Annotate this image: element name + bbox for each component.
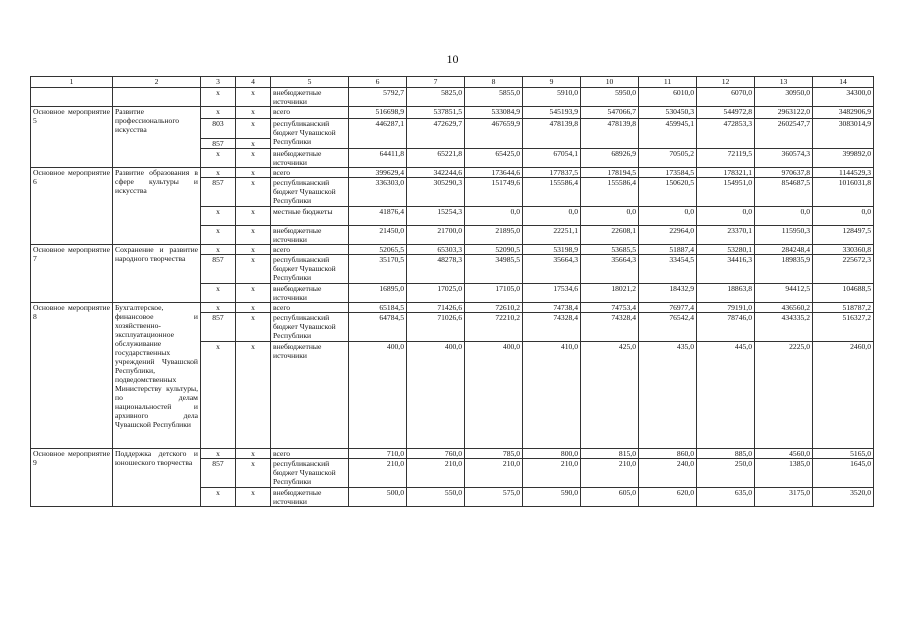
amount-cell: 22608,1 (581, 226, 639, 245)
amount-cell: 445,0 (697, 342, 755, 449)
amount-cell: 210,0 (465, 459, 523, 488)
amount-cell: 22251,1 (523, 226, 581, 245)
amount-cell: 210,0 (407, 459, 465, 488)
measure-title-cell: Поддержка детского и юношеского творчества (113, 449, 201, 507)
amount-cell: 3175,0 (755, 488, 813, 507)
header-cell: 14 (813, 77, 874, 88)
amount-cell: 0,0 (639, 207, 697, 226)
ministry-code-cell: х (201, 303, 236, 313)
amount-cell: 537851,5 (407, 107, 465, 119)
header-cell: 12 (697, 77, 755, 88)
amount-cell: 533084,9 (465, 107, 523, 119)
amount-cell: 178194,5 (581, 168, 639, 178)
amount-cell: 78746,0 (697, 313, 755, 342)
ministry-code-cell: х (201, 342, 236, 449)
amount-cell: 5825,0 (407, 88, 465, 107)
amount-cell: 544972,8 (697, 107, 755, 119)
target-code-cell: х (236, 107, 271, 119)
amount-cell: 4560,0 (755, 449, 813, 459)
amount-cell: 342244,6 (407, 168, 465, 178)
amount-cell: 151749,6 (465, 178, 523, 207)
amount-cell: 17534,6 (523, 284, 581, 303)
amount-cell: 34300,0 (813, 88, 874, 107)
funding-source-cell: всего (271, 168, 349, 178)
amount-cell: 94412,5 (755, 284, 813, 303)
amount-cell: 0,0 (465, 207, 523, 226)
ministry-code-cell: х (201, 88, 236, 107)
amount-cell: 154951,0 (697, 178, 755, 207)
header-cell: 13 (755, 77, 813, 88)
amount-cell: 710,0 (349, 449, 407, 459)
header-cell: 4 (236, 77, 271, 88)
amount-cell: 459945,1 (639, 119, 697, 149)
amount-cell: 64411,8 (349, 149, 407, 168)
amount-cell: 399629,4 (349, 168, 407, 178)
amount-cell: 635,0 (697, 488, 755, 507)
amount-cell: 305290,3 (407, 178, 465, 207)
ministry-code-cell: х (201, 149, 236, 168)
measure-name-cell: Основное мероприятие 8 (31, 303, 113, 449)
amount-cell: 400,0 (349, 342, 407, 449)
amount-cell: 6010,0 (639, 88, 697, 107)
amount-cell: 34985,5 (465, 255, 523, 284)
amount-cell: 400,0 (465, 342, 523, 449)
funding-source-cell: внебюджетные источники (271, 488, 349, 507)
amount-cell: 472853,3 (697, 119, 755, 149)
amount-cell: 472629,7 (407, 119, 465, 149)
amount-cell: 5950,0 (581, 88, 639, 107)
amount-cell: 0,0 (523, 207, 581, 226)
target-code-cell: х (236, 149, 271, 168)
amount-cell: 173584,5 (639, 168, 697, 178)
amount-cell: 620,0 (639, 488, 697, 507)
amount-cell: 48278,3 (407, 255, 465, 284)
amount-cell: 17105,0 (465, 284, 523, 303)
amount-cell: 478139,8 (523, 119, 581, 149)
funding-source-cell: внебюджетные источники (271, 226, 349, 245)
target-code-cell: х (236, 449, 271, 459)
header-cell: 8 (465, 77, 523, 88)
ministry-code-cell: х (201, 245, 236, 255)
measure-name-cell: Основное мероприятие 5 (31, 107, 113, 168)
amount-cell: 53685,5 (581, 245, 639, 255)
amount-cell: 545193,9 (523, 107, 581, 119)
amount-cell: 21700,0 (407, 226, 465, 245)
amount-cell: 18863,8 (697, 284, 755, 303)
amount-cell: 15254,3 (407, 207, 465, 226)
amount-cell: 64784,5 (349, 313, 407, 342)
amount-cell: 0,0 (581, 207, 639, 226)
target-code-cell: х (236, 342, 271, 449)
funding-source-cell: внебюджетные источники (271, 342, 349, 449)
amount-cell: 2225,0 (755, 342, 813, 449)
table-row (31, 245, 874, 255)
target-code-cell: х (236, 488, 271, 507)
amount-cell: 17025,0 (407, 284, 465, 303)
measure-name-cell: Основное мероприятие 6 (31, 168, 113, 245)
amount-cell: 550,0 (407, 488, 465, 507)
funding-source-cell: всего (271, 303, 349, 313)
amount-cell: 76542,4 (639, 313, 697, 342)
funding-source-cell: внебюджетные источники (271, 88, 349, 107)
ministry-code-cell: х (201, 449, 236, 459)
amount-cell: 33454,5 (639, 255, 697, 284)
amount-cell: 410,0 (523, 342, 581, 449)
amount-cell: 3520,0 (813, 488, 874, 507)
amount-cell: 785,0 (465, 449, 523, 459)
amount-cell: 51887,4 (639, 245, 697, 255)
amount-cell: 518787,2 (813, 303, 874, 313)
amount-cell: 547066,7 (581, 107, 639, 119)
ministry-code-cell: х (201, 284, 236, 303)
target-code-cell: х (236, 313, 271, 342)
header-cell: 11 (639, 77, 697, 88)
amount-cell: 22964,0 (639, 226, 697, 245)
ministry-code-cell: х (201, 226, 236, 245)
amount-cell: 53280,1 (697, 245, 755, 255)
header-cell: 6 (349, 77, 407, 88)
header-cell: 2 (113, 77, 201, 88)
amount-cell: 70505,2 (639, 149, 697, 168)
amount-cell: 79191,0 (697, 303, 755, 313)
amount-cell: 1645,0 (813, 459, 874, 488)
amount-cell: 885,0 (697, 449, 755, 459)
table-row (31, 88, 874, 107)
amount-cell: 21895,0 (465, 226, 523, 245)
table-row (31, 107, 874, 119)
amount-cell: 605,0 (581, 488, 639, 507)
amount-cell: 434335,2 (755, 313, 813, 342)
funding-source-cell: республиканский бюджет Чувашской Республики (271, 119, 349, 149)
header-cell: 5 (271, 77, 349, 88)
amount-cell: 435,0 (639, 342, 697, 449)
ministry-code-cell: 857 (201, 459, 236, 488)
amount-cell: 35170,5 (349, 255, 407, 284)
target-code-cell: х (236, 119, 271, 139)
amount-cell: 516698,9 (349, 107, 407, 119)
amount-cell: 336303,0 (349, 178, 407, 207)
target-code-cell: х (236, 178, 271, 207)
target-code-cell: х (236, 255, 271, 284)
amount-cell: 210,0 (581, 459, 639, 488)
amount-cell: 800,0 (523, 449, 581, 459)
amount-cell: 530450,3 (639, 107, 697, 119)
ministry-code-cell: 857 (201, 255, 236, 284)
table-row (31, 168, 874, 178)
amount-cell: 436560,2 (755, 303, 813, 313)
measure-name-cell (31, 88, 113, 107)
amount-cell: 16895,0 (349, 284, 407, 303)
target-code-cell: х (236, 459, 271, 488)
amount-cell: 41876,4 (349, 207, 407, 226)
amount-cell: 18021,2 (581, 284, 639, 303)
funding-source-cell: внебюджетные источники (271, 149, 349, 168)
target-code-cell: х (236, 139, 271, 149)
header-cell: 10 (581, 77, 639, 88)
amount-cell: 3482906,9 (813, 107, 874, 119)
amount-cell: 177837,5 (523, 168, 581, 178)
header-cell: 1 (31, 77, 113, 88)
amount-cell: 478139,8 (581, 119, 639, 149)
amount-cell: 225672,3 (813, 255, 874, 284)
target-code-cell: х (236, 245, 271, 255)
amount-cell: 5165,0 (813, 449, 874, 459)
amount-cell: 104688,5 (813, 284, 874, 303)
amount-cell: 575,0 (465, 488, 523, 507)
funding-source-cell: всего (271, 449, 349, 459)
ministry-code-cell: х (201, 488, 236, 507)
amount-cell: 74328,4 (523, 313, 581, 342)
ministry-code-cell: 803 (201, 119, 236, 139)
amount-cell: 210,0 (523, 459, 581, 488)
amount-cell: 467659,9 (465, 119, 523, 149)
amount-cell: 1385,0 (755, 459, 813, 488)
amount-cell: 250,0 (697, 459, 755, 488)
funding-source-cell: республиканский бюджет Чувашской Республики (271, 178, 349, 207)
funding-source-cell: республиканский бюджет Чувашской Республики (271, 459, 349, 488)
target-code-cell: х (236, 207, 271, 226)
amount-cell: 53198,9 (523, 245, 581, 255)
table-row (31, 449, 874, 459)
amount-cell: 65425,0 (465, 149, 523, 168)
funding-source-cell: всего (271, 245, 349, 255)
amount-cell: 115950,3 (755, 226, 813, 245)
measure-title-cell: Сохранение и развитие народного творчества (113, 245, 201, 303)
header-cell: 9 (523, 77, 581, 88)
amount-cell: 72119,5 (697, 149, 755, 168)
funding-source-cell: всего (271, 107, 349, 119)
measure-title-cell: Бухгалтерское, финансовое и хозяйственно-эксплуатационное обслуживание государственных учреждений Чувашской Республики, подведомственных Министерству культуры, по делам национальностей и архивного дела Чувашской Республики (113, 303, 201, 449)
amount-cell: 240,0 (639, 459, 697, 488)
amount-cell: 400,0 (407, 342, 465, 449)
amount-cell: 68926,9 (581, 149, 639, 168)
page-number: 10 (446, 52, 459, 66)
measure-name-cell: Основное мероприятие 9 (31, 449, 113, 507)
amount-cell: 23370,1 (697, 226, 755, 245)
amount-cell: 67054,1 (523, 149, 581, 168)
amount-cell: 178321,1 (697, 168, 755, 178)
table-row (31, 303, 874, 313)
amount-cell: 854687,5 (755, 178, 813, 207)
amount-cell: 6070,0 (697, 88, 755, 107)
ministry-code-cell: 857 (201, 139, 236, 149)
amount-cell: 52065,5 (349, 245, 407, 255)
amount-cell: 0,0 (813, 207, 874, 226)
amount-cell: 30950,0 (755, 88, 813, 107)
amount-cell: 18432,9 (639, 284, 697, 303)
amount-cell: 0,0 (697, 207, 755, 226)
amount-cell: 3083014,9 (813, 119, 874, 149)
amount-cell: 128497,5 (813, 226, 874, 245)
amount-cell: 760,0 (407, 449, 465, 459)
funding-source-cell: внебюджетные источники (271, 284, 349, 303)
measure-title-cell: Развитие профессионального искусства (113, 107, 201, 168)
amount-cell: 74328,4 (581, 313, 639, 342)
target-code-cell: х (236, 226, 271, 245)
amount-cell: 5910,0 (523, 88, 581, 107)
funding-source-cell: местные бюджеты (271, 207, 349, 226)
amount-cell: 210,0 (349, 459, 407, 488)
header-cell: 3 (201, 77, 236, 88)
amount-cell: 815,0 (581, 449, 639, 459)
amount-cell: 74738,4 (523, 303, 581, 313)
ministry-code-cell: 857 (201, 178, 236, 207)
amount-cell: 5855,0 (465, 88, 523, 107)
target-code-cell: х (236, 168, 271, 178)
amount-cell: 155586,4 (581, 178, 639, 207)
amount-cell: 65303,3 (407, 245, 465, 255)
funding-source-cell: республиканский бюджет Чувашской Республики (271, 255, 349, 284)
funding-source-cell: республиканский бюджет Чувашской Республики (271, 313, 349, 342)
measure-title-cell: Развитие образования в сфере культуры и искусства (113, 168, 201, 245)
amount-cell: 35664,3 (581, 255, 639, 284)
amount-cell: 155586,4 (523, 178, 581, 207)
amount-cell: 860,0 (639, 449, 697, 459)
amount-cell: 590,0 (523, 488, 581, 507)
amount-cell: 34416,3 (697, 255, 755, 284)
amount-cell: 500,0 (349, 488, 407, 507)
header-row (31, 77, 874, 88)
ministry-code-cell: х (201, 207, 236, 226)
amount-cell: 21450,0 (349, 226, 407, 245)
amount-cell: 284248,4 (755, 245, 813, 255)
amount-cell: 5792,7 (349, 88, 407, 107)
amount-cell: 189835,9 (755, 255, 813, 284)
amount-cell: 150620,5 (639, 178, 697, 207)
target-code-cell: х (236, 303, 271, 313)
header-cell: 7 (407, 77, 465, 88)
amount-cell: 399892,0 (813, 149, 874, 168)
target-code-cell: х (236, 284, 271, 303)
amount-cell: 35664,3 (523, 255, 581, 284)
amount-cell: 0,0 (755, 207, 813, 226)
amount-cell: 2602547,7 (755, 119, 813, 149)
amount-cell: 72210,2 (465, 313, 523, 342)
ministry-code-cell: х (201, 168, 236, 178)
amount-cell: 52090,5 (465, 245, 523, 255)
amount-cell: 516327,2 (813, 313, 874, 342)
amount-cell: 72610,2 (465, 303, 523, 313)
amount-cell: 2963122,0 (755, 107, 813, 119)
budget-table (30, 76, 874, 507)
amount-cell: 1016031,8 (813, 178, 874, 207)
amount-cell: 71026,6 (407, 313, 465, 342)
amount-cell: 74753,4 (581, 303, 639, 313)
amount-cell: 71426,6 (407, 303, 465, 313)
amount-cell: 65184,5 (349, 303, 407, 313)
amount-cell: 446287,1 (349, 119, 407, 149)
amount-cell: 76977,4 (639, 303, 697, 313)
amount-cell: 65221,8 (407, 149, 465, 168)
amount-cell: 330360,8 (813, 245, 874, 255)
ministry-code-cell: 857 (201, 313, 236, 342)
amount-cell: 1144529,3 (813, 168, 874, 178)
amount-cell: 173644,6 (465, 168, 523, 178)
amount-cell: 970637,8 (755, 168, 813, 178)
target-code-cell: х (236, 88, 271, 107)
ministry-code-cell: х (201, 107, 236, 119)
measure-title-cell (113, 88, 201, 107)
amount-cell: 360574,3 (755, 149, 813, 168)
amount-cell: 425,0 (581, 342, 639, 449)
amount-cell: 2460,0 (813, 342, 874, 449)
measure-name-cell: Основное мероприятие 7 (31, 245, 113, 303)
